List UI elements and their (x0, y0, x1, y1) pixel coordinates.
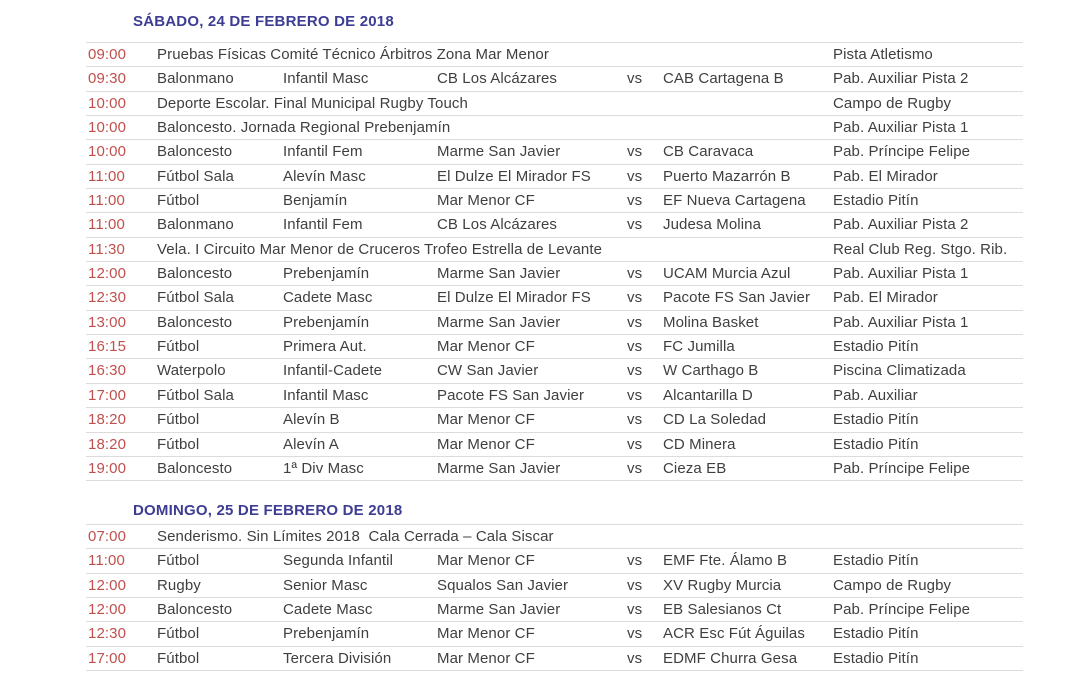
category-label: Alevín A (283, 435, 339, 453)
sport-label: Fútbol Sala (157, 167, 234, 185)
match-row (86, 358, 1023, 382)
sport-label: Fútbol (157, 338, 200, 356)
category-label: Benjamín (283, 192, 348, 210)
away-team: CAB Cartagena B (663, 70, 784, 88)
home-team: Marme San Javier (437, 601, 561, 619)
venue-label: Pab. Auxiliar Pista 1 (833, 265, 969, 283)
category-label: Tercera División (283, 649, 392, 667)
time-label: 12:00 (88, 576, 127, 594)
match-row (86, 261, 1023, 285)
category-label: Prebenjamín (283, 265, 370, 283)
vs-label: vs (627, 625, 643, 643)
home-team: El Dulze El Mirador FS (437, 289, 591, 307)
venue-label: Campo de Rugby (833, 576, 952, 594)
time-label: 10:00 (88, 94, 127, 112)
time-label: 12:30 (88, 289, 127, 307)
time-label: 07:00 (88, 528, 127, 545)
home-team: Mar Menor CF (437, 338, 535, 356)
venue-label: Pab. El Mirador (833, 289, 938, 307)
away-team: Judesa Molina (663, 216, 762, 234)
sport-label: Balonmano (157, 70, 234, 88)
time-label: 16:15 (88, 338, 127, 356)
vs-label: vs (627, 411, 643, 429)
away-team: EDMF Churra Gesa (663, 649, 798, 667)
venue-label: Pab. Príncipe Felipe (833, 459, 971, 477)
home-team: Mar Menor CF (437, 411, 535, 429)
away-team: CB Caravaca (663, 143, 754, 161)
vs-label: vs (627, 601, 643, 619)
home-team: Mar Menor CF (437, 192, 535, 210)
time-label: 11:00 (88, 192, 125, 210)
venue-label: Pista Atletismo (833, 46, 933, 63)
sport-label: Baloncesto (157, 143, 233, 161)
category-label: 1ª Div Masc (283, 459, 364, 477)
event-row (86, 42, 1023, 66)
time-label: 09:30 (88, 70, 127, 88)
event-title: Pruebas Físicas Comité Técnico Árbitros Zona Mar Menor (157, 46, 549, 63)
category-label: Cadete Masc (283, 289, 373, 307)
time-label: 10:00 (88, 119, 127, 137)
saturday-schedule-table (86, 42, 1023, 481)
vs-label: vs (627, 459, 643, 477)
clipped-next-row (86, 670, 1023, 675)
time-label: 12:30 (88, 625, 127, 643)
away-team: W Carthago B (663, 362, 759, 380)
match-row (86, 285, 1023, 309)
time-label: 18:20 (88, 411, 127, 429)
sport-label: Fútbol Sala (157, 386, 234, 404)
sport-label: Fútbol Sala (157, 289, 234, 307)
time-label: 12:00 (88, 265, 127, 283)
home-team: Mar Menor CF (437, 625, 535, 643)
venue-label: Estadio Pitín (833, 625, 919, 643)
match-row (86, 432, 1023, 456)
home-team: Marme San Javier (437, 265, 561, 283)
venue-label: Pab. Auxiliar Pista 1 (833, 119, 969, 137)
time-label: 11:00 (88, 552, 125, 570)
time-label: 11:30 (88, 240, 125, 258)
venue-label: Campo de Rugby (833, 94, 952, 112)
home-team: CB Los Alcázares (437, 70, 557, 88)
vs-label: vs (627, 649, 643, 667)
sport-label: Fútbol (157, 411, 200, 429)
venue-label: Estadio Pitín (833, 338, 919, 356)
venue-label: Estadio Pitín (833, 192, 919, 210)
home-team: Marme San Javier (437, 459, 561, 477)
category-label: Infantil Fem (283, 216, 363, 234)
sport-label: Rugby (157, 576, 201, 594)
sport-label: Waterpolo (157, 362, 226, 380)
match-row (86, 597, 1023, 621)
venue-label: Estadio Pitín (833, 552, 919, 570)
venue-label: Estadio Pitín (833, 435, 919, 453)
venue-label: Real Club Reg. Stgo. Rib. (833, 240, 1008, 258)
event-row (86, 115, 1023, 139)
away-team: XV Rugby Murcia (663, 576, 782, 594)
time-label: 11:00 (88, 216, 125, 234)
venue-label: Estadio Pitín (833, 411, 919, 429)
sport-label: Fútbol (157, 435, 200, 453)
vs-label: vs (627, 362, 643, 380)
time-label: 17:00 (88, 649, 127, 667)
sport-label: Balonmano (157, 216, 234, 234)
match-row (86, 212, 1023, 236)
venue-label: Pab. El Mirador (833, 167, 938, 185)
away-team: UCAM Murcia Azul (663, 265, 791, 283)
vs-label: vs (627, 552, 643, 570)
venue-label: Pab. Auxiliar (833, 386, 918, 404)
section-end-line (86, 480, 1023, 481)
vs-label: vs (627, 192, 643, 210)
time-label: 18:20 (88, 435, 127, 453)
category-label: Infantil Masc (283, 386, 369, 404)
sport-label: Fútbol (157, 552, 200, 570)
match-row (86, 548, 1023, 572)
match-row (86, 621, 1023, 645)
category-label: Cadete Masc (283, 601, 373, 619)
event-row (86, 237, 1023, 261)
venue-label: Pab. Auxiliar Pista 2 (833, 216, 969, 234)
time-label: 11:00 (88, 167, 125, 185)
home-team: Pacote FS San Javier (437, 386, 585, 404)
category-label: Prebenjamín (283, 625, 370, 643)
sport-label: Baloncesto (157, 459, 233, 477)
away-team: Alcantarilla D (663, 386, 753, 404)
away-team: EB Salesianos Ct (663, 601, 782, 619)
vs-label: vs (627, 143, 643, 161)
vs-label: vs (627, 435, 643, 453)
time-label: 09:00 (88, 46, 127, 63)
time-label: 16:30 (88, 362, 127, 380)
vs-label: vs (627, 313, 643, 331)
away-team: Puerto Mazarrón B (663, 167, 791, 185)
category-label: Alevín B (283, 411, 340, 429)
match-row (86, 188, 1023, 212)
home-team: Marme San Javier (437, 143, 561, 161)
home-team: CB Los Alcázares (437, 216, 557, 234)
home-team: El Dulze El Mirador FS (437, 167, 591, 185)
time-label: 12:00 (88, 601, 127, 619)
vs-label: vs (627, 265, 643, 283)
event-title: Baloncesto. Jornada Regional Prebenjamín (157, 119, 451, 137)
away-team: EMF Fte. Álamo B (663, 552, 788, 570)
home-team: Mar Menor CF (437, 435, 535, 453)
home-team: CW San Javier (437, 362, 539, 380)
venue-label: Piscina Climatizada (833, 362, 966, 380)
category-label: Segunda Infantil (283, 552, 394, 570)
match-row (86, 456, 1023, 480)
event-row (86, 91, 1023, 115)
sport-label: Fútbol (157, 625, 200, 643)
vs-label: vs (627, 216, 643, 234)
match-row (86, 383, 1023, 407)
day-header-saturday: SÁBADO, 24 DE FEBRERO DE 2018 (133, 13, 394, 30)
vs-label: vs (627, 576, 643, 594)
home-team: Mar Menor CF (437, 552, 535, 570)
sport-label: Baloncesto (157, 601, 233, 619)
away-team: Cieza EB (663, 459, 727, 477)
venue-label: Estadio Pitín (833, 649, 919, 667)
match-row (86, 310, 1023, 334)
away-team: FC Jumilla (663, 338, 735, 356)
away-team: Molina Basket (663, 313, 759, 331)
venue-label: Pab. Príncipe Felipe (833, 601, 971, 619)
sport-label: Fútbol (157, 192, 200, 210)
vs-label: vs (627, 167, 643, 185)
time-label: 13:00 (88, 313, 127, 331)
venue-label: Pab. Auxiliar Pista 2 (833, 70, 969, 88)
away-team: ACR Esc Fút Águilas (663, 625, 805, 643)
away-team: Pacote FS San Javier (663, 289, 811, 307)
event-row (86, 524, 1023, 548)
time-label: 10:00 (88, 143, 127, 161)
away-team: CD La Soledad (663, 411, 767, 429)
match-row (86, 573, 1023, 597)
sunday-schedule-table (86, 524, 1023, 675)
match-row (86, 139, 1023, 163)
sport-label: Baloncesto (157, 265, 233, 283)
event-title: Deporte Escolar. Final Municipal Rugby Touch (157, 94, 468, 112)
time-label: 17:00 (88, 386, 127, 404)
away-team: CD Minera (663, 435, 736, 453)
match-row (86, 334, 1023, 358)
category-label: Alevín Masc (283, 167, 366, 185)
sport-label: Fútbol (157, 649, 200, 667)
home-team: Mar Menor CF (437, 649, 535, 667)
home-team: Squalos San Javier (437, 576, 569, 594)
category-label: Prebenjamín (283, 313, 370, 331)
day-header-sunday: DOMINGO, 25 DE FEBRERO DE 2018 (133, 502, 403, 519)
home-team: Marme San Javier (437, 313, 561, 331)
category-label: Senior Masc (283, 576, 368, 594)
event-title: Vela. I Circuito Mar Menor de Cruceros Trofeo Estrella de Levante (157, 240, 603, 258)
sport-label: Baloncesto (157, 313, 233, 331)
venue-label: Pab. Auxiliar Pista 1 (833, 313, 969, 331)
match-row (86, 164, 1023, 188)
category-label: Infantil-Cadete (283, 362, 383, 380)
vs-label: vs (627, 338, 643, 356)
vs-label: vs (627, 386, 643, 404)
venue-label: Pab. Príncipe Felipe (833, 143, 971, 161)
category-label: Infantil Masc (283, 70, 369, 88)
match-row (86, 646, 1023, 670)
match-row (86, 66, 1023, 90)
category-label: Primera Aut. (283, 338, 367, 356)
match-row (86, 407, 1023, 431)
vs-label: vs (627, 70, 643, 88)
time-label: 19:00 (88, 459, 127, 477)
vs-label: vs (627, 289, 643, 307)
category-label: Infantil Fem (283, 143, 363, 161)
event-title: Senderismo. Sin Límites 2018 Cala Cerrada – Cala Siscar (157, 528, 554, 545)
away-team: EF Nueva Cartagena (663, 192, 806, 210)
